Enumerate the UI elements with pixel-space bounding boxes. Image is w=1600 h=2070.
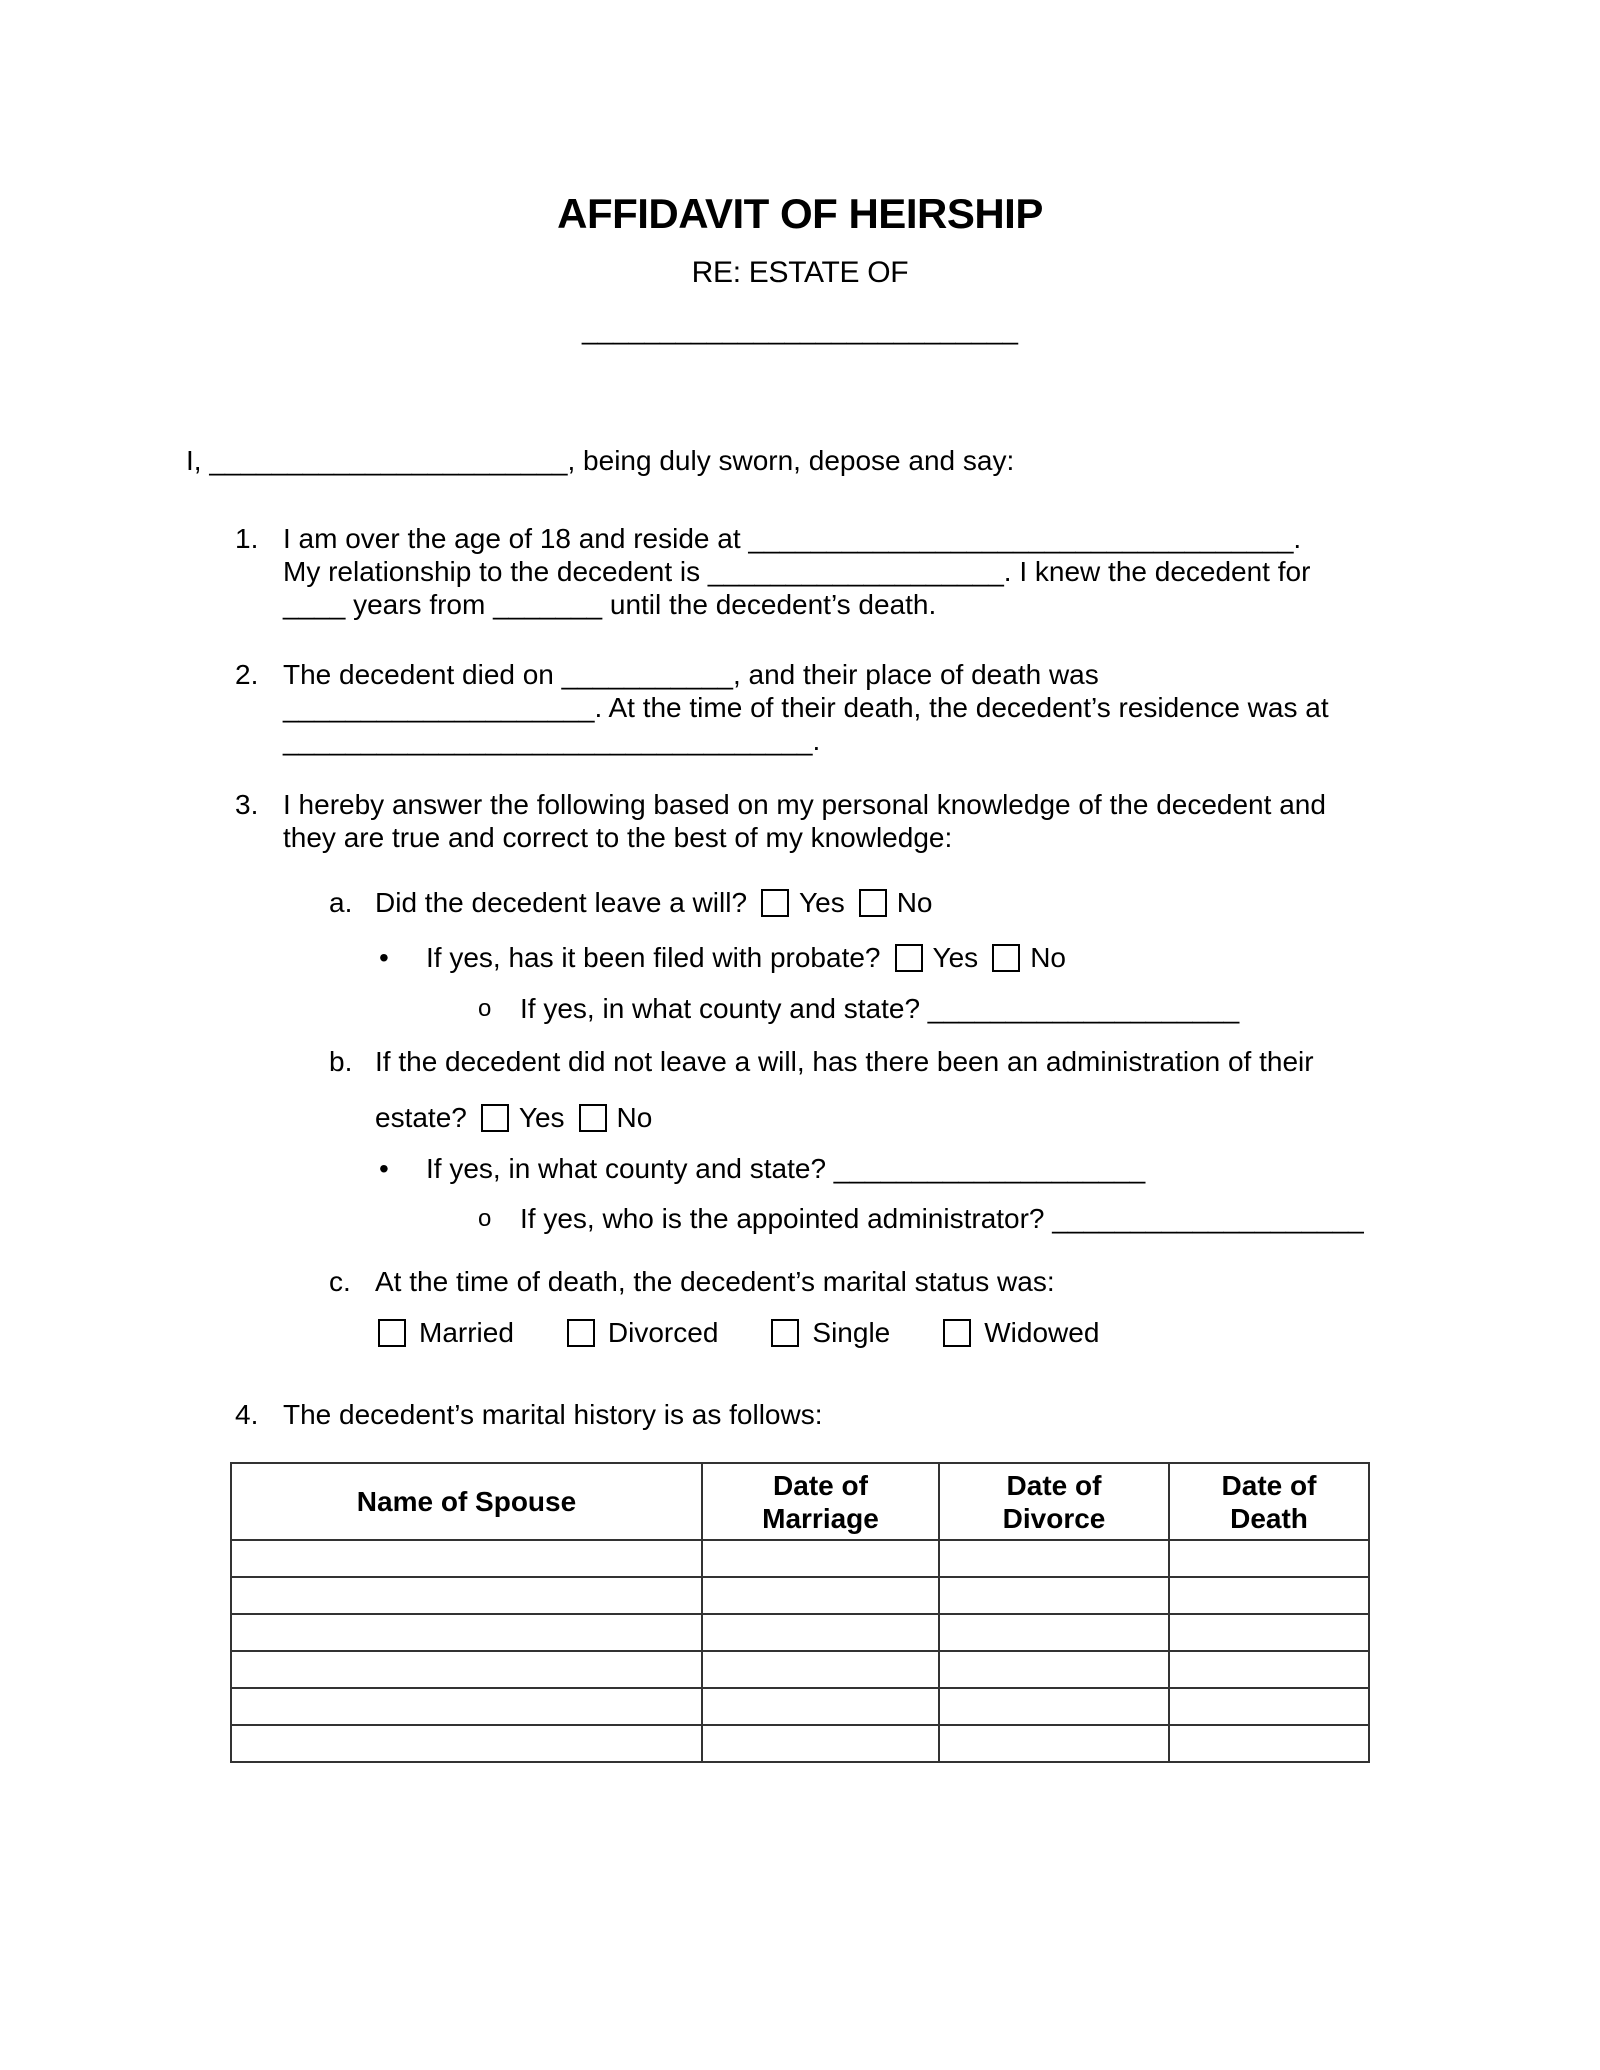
- table-row: [231, 1651, 1369, 1688]
- option-divorced-label: Divorced: [607, 1317, 719, 1348]
- option-married: [378, 1316, 514, 1349]
- cell-death-date[interactable]: [1169, 1688, 1369, 1725]
- checkbox-administration-no-label: No: [616, 1102, 653, 1133]
- cell-divorce-date[interactable]: [939, 1651, 1169, 1688]
- question-b-administrator: [478, 1202, 1600, 1235]
- question-b-estate-text: estate?: [375, 1102, 467, 1133]
- question-a-probate-text: If yes, has it been filed with probate?: [426, 942, 881, 973]
- marital-status-options: [378, 1316, 1600, 1349]
- cell-death-date[interactable]: [1169, 1614, 1369, 1651]
- circle-bullet-icon: o: [478, 1205, 492, 1232]
- cell-marriage-date[interactable]: [702, 1651, 939, 1688]
- checkbox-will-yes[interactable]: [761, 889, 789, 917]
- question-b-administration: [329, 1045, 1600, 1078]
- question-a-county-state-text: If yes, in what county and state? ____________________: [520, 993, 1240, 1024]
- question-a-letter: a.: [329, 887, 353, 918]
- cell-spouse-name[interactable]: [231, 1540, 702, 1577]
- question-c-letter: c.: [329, 1266, 351, 1297]
- checkbox-will-no[interactable]: [859, 889, 887, 917]
- cell-death-date[interactable]: [1169, 1577, 1369, 1614]
- table-row: [231, 1577, 1369, 1614]
- option-divorced: [567, 1316, 718, 1349]
- question-a-will: [329, 886, 1600, 919]
- question-a-county-state: [478, 992, 1600, 1025]
- circle-bullet-icon: o: [478, 995, 492, 1022]
- cell-marriage-date[interactable]: [702, 1614, 939, 1651]
- cell-death-date[interactable]: [1169, 1725, 1369, 1762]
- cell-death-date[interactable]: [1169, 1540, 1369, 1577]
- item-4-marital-history: [235, 1398, 1600, 1431]
- item-1-line-3: ____ years from _______ until the decedent’s death.: [283, 589, 937, 620]
- question-b-county-state: [379, 1152, 1600, 1185]
- question-c-text: At the time of death, the decedent’s marital status was:: [375, 1266, 1055, 1297]
- table-row: [231, 1688, 1369, 1725]
- header-date-of-death: Date of Death: [1169, 1463, 1369, 1540]
- item-1-residence: [235, 522, 1600, 621]
- question-c-marital-status: [329, 1265, 1600, 1298]
- bullet-icon: •: [379, 942, 389, 973]
- item-1-number: 1.: [235, 523, 259, 554]
- bullet-icon: •: [379, 1153, 389, 1184]
- cell-spouse-name[interactable]: [231, 1577, 702, 1614]
- question-b-line-2: [375, 1101, 1600, 1134]
- item-2-line-2: ____________________. At the time of their death, the decedent’s residence was at: [283, 692, 1329, 723]
- checkbox-single[interactable]: [771, 1319, 799, 1347]
- cell-divorce-date[interactable]: [939, 1540, 1169, 1577]
- item-1-line-1: I am over the age of 18 and reside at ___________________________________.: [283, 523, 1302, 554]
- checkbox-divorced[interactable]: [567, 1319, 595, 1347]
- affiant-statement-line: I, _______________________, being duly sworn, depose and say:: [186, 445, 1015, 476]
- checkbox-probate-yes-label: Yes: [932, 942, 979, 973]
- cell-spouse-name[interactable]: [231, 1651, 702, 1688]
- item-4-number: 4.: [235, 1399, 259, 1430]
- item-2-number: 2.: [235, 659, 259, 690]
- checkbox-married[interactable]: [378, 1319, 406, 1347]
- cell-death-date[interactable]: [1169, 1651, 1369, 1688]
- cell-divorce-date[interactable]: [939, 1577, 1169, 1614]
- item-4-text: The decedent’s marital history is as follows:: [283, 1399, 823, 1430]
- header-date-of-marriage: Date of Marriage: [702, 1463, 939, 1540]
- header-name-of-spouse: Name of Spouse: [231, 1463, 702, 1540]
- item-2-death-details: [235, 658, 1600, 757]
- item-2-line-1: The decedent died on ___________, and their place of death was: [283, 659, 1099, 690]
- cell-divorce-date[interactable]: [939, 1688, 1169, 1725]
- checkbox-will-yes-label: Yes: [799, 887, 845, 918]
- item-3-line-2: they are true and correct to the best of my knowledge:: [283, 822, 953, 853]
- cell-spouse-name[interactable]: [231, 1725, 702, 1762]
- table-row: [231, 1614, 1369, 1651]
- table-row: [231, 1540, 1369, 1577]
- checkbox-probate-no[interactable]: [992, 944, 1020, 972]
- cell-marriage-date[interactable]: [702, 1540, 939, 1577]
- item-2-line-3: __________________________________.: [283, 725, 821, 756]
- item-3-line-1: I hereby answer the following based on my personal knowledge of the decedent and: [283, 789, 1326, 820]
- item-1-line-2: My relationship to the decedent is ___________________. I knew the decedent for: [283, 556, 1311, 587]
- option-married-label: Married: [419, 1317, 514, 1348]
- option-single: [771, 1316, 890, 1349]
- question-b-letter: b.: [329, 1046, 353, 1077]
- cell-spouse-name[interactable]: [231, 1614, 702, 1651]
- cell-marriage-date[interactable]: [702, 1725, 939, 1762]
- marital-history-table: [230, 1462, 1370, 1763]
- question-b-line-1: If the decedent did not leave a will, has there been an administration of their: [375, 1046, 1314, 1077]
- table-header-row: [231, 1463, 1369, 1540]
- checkbox-administration-yes[interactable]: [481, 1104, 509, 1132]
- question-b-county-state-text: If yes, in what county and state? ____________________: [426, 1153, 1146, 1184]
- checkbox-administration-yes-label: Yes: [518, 1102, 565, 1133]
- cell-marriage-date[interactable]: [702, 1577, 939, 1614]
- option-widowed: [943, 1316, 1099, 1349]
- item-3-number: 3.: [235, 789, 259, 820]
- item-3-knowledge-statement: [235, 788, 1600, 854]
- estate-of-label: RE: ESTATE OF: [691, 256, 909, 289]
- question-a-text: Did the decedent leave a will?: [375, 887, 748, 918]
- cell-marriage-date[interactable]: [702, 1688, 939, 1725]
- table-row: [231, 1725, 1369, 1762]
- checkbox-probate-no-label: No: [1030, 942, 1066, 973]
- checkbox-widowed[interactable]: [943, 1319, 971, 1347]
- document-title: AFFIDAVIT OF HEIRSHIP: [557, 190, 1043, 237]
- option-single-label: Single: [812, 1317, 891, 1348]
- checkbox-probate-yes[interactable]: [895, 944, 923, 972]
- cell-divorce-date[interactable]: [939, 1614, 1169, 1651]
- header-date-of-divorce: Date of Divorce: [939, 1463, 1169, 1540]
- estate-name-blank-line: ____________________________: [581, 314, 1019, 345]
- cell-divorce-date[interactable]: [939, 1725, 1169, 1762]
- cell-spouse-name[interactable]: [231, 1688, 702, 1725]
- question-a-probate: [379, 941, 1600, 974]
- checkbox-administration-no[interactable]: [579, 1104, 607, 1132]
- checkbox-will-no-label: No: [896, 887, 933, 918]
- option-widowed-label: Widowed: [984, 1317, 1100, 1348]
- question-b-administrator-text: If yes, who is the appointed administrator? ____________________: [520, 1203, 1364, 1234]
